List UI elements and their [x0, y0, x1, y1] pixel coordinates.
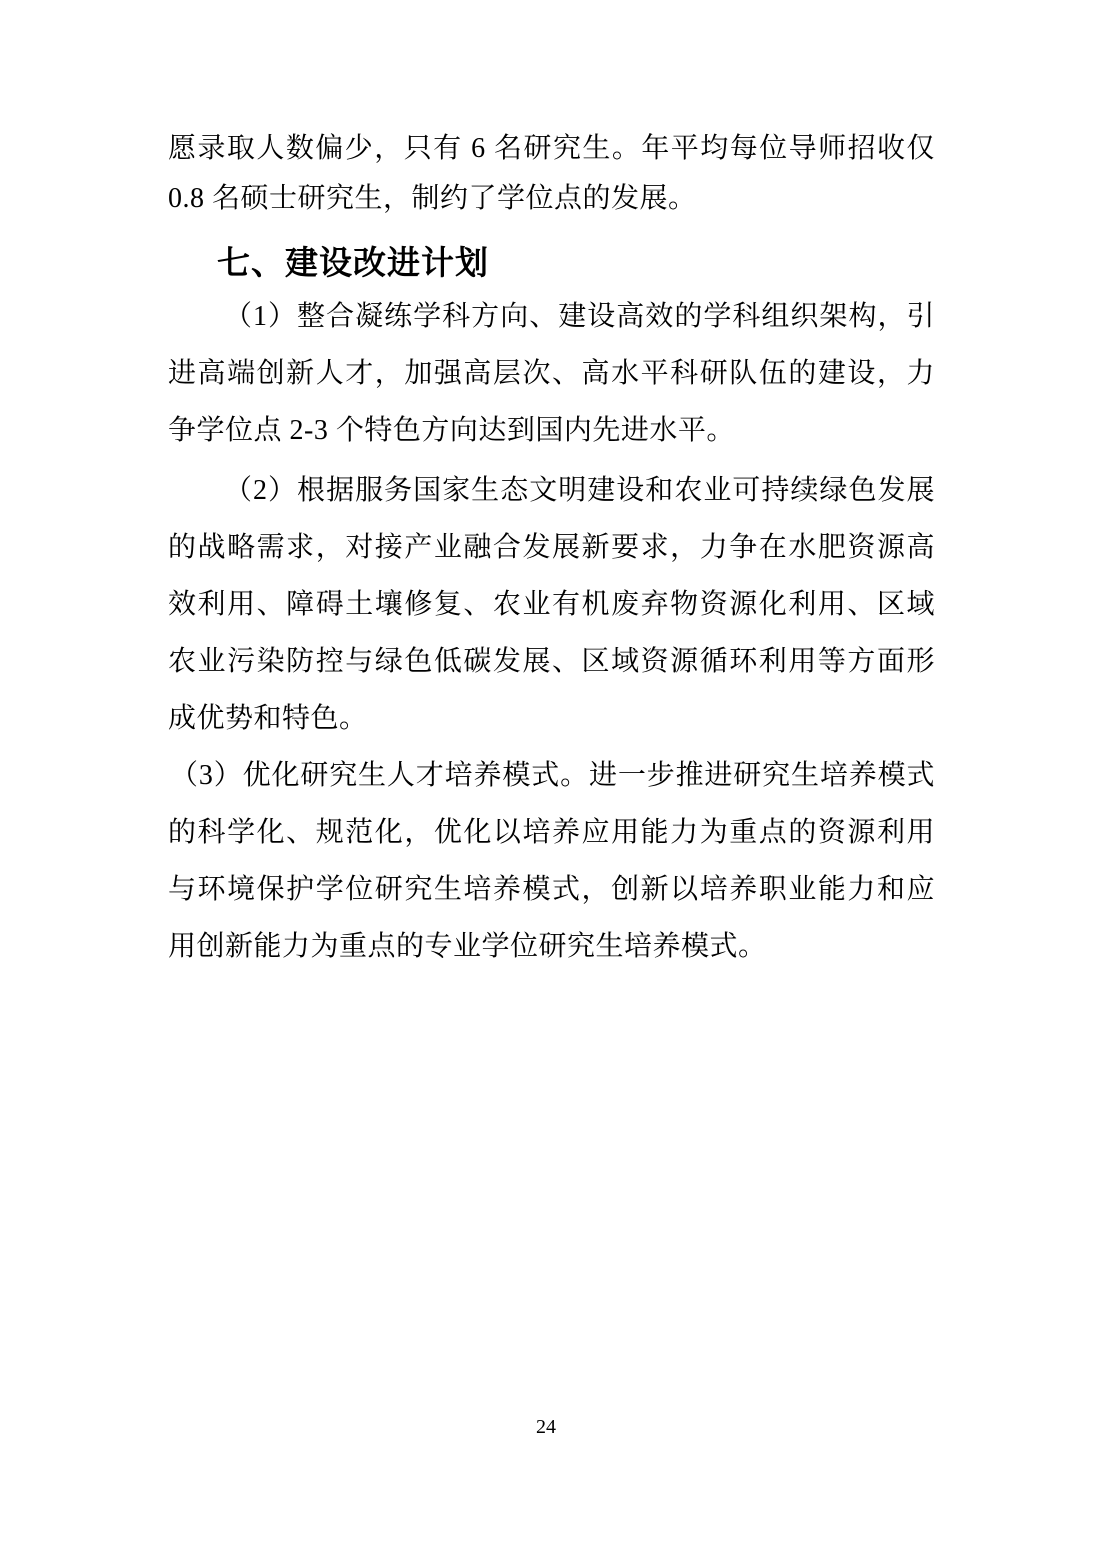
paragraph-item-1: （1）整合凝练学科方向、建设高效的学科组织架构，引进高端创新人才，加强高层次、高水平科研队伍的建设，力争学位点 2-3 个特色方向达到国内先进水平。: [168, 301, 935, 446]
paragraph-item-3: （3）优化研究生人才培养模式。进一步推进研究生培养模式的科学化、规范化，优化以培养应用能力为重点的资源利用与环境保护学位研究生培养模式，创新以培养职业能力和应用创新能力为重点的专业学位研究生培养模式。: [168, 760, 935, 962]
page-content: [168, 124, 935, 975]
paragraph-intro: 愿录取人数偏少，只有 6 名研究生。年平均每位导师招收仅 0.8 名硕士研究生，制约了学位点的发展。: [168, 133, 935, 214]
page-number: 24: [536, 1416, 556, 1438]
section-heading: 七、建设改进计划: [217, 244, 489, 281]
paragraph-item-2: （2）根据服务国家生态文明建设和农业可持续绿色发展的战略需求，对接产业融合发展新要求，力争在水肥资源高效利用、障碍土壤修复、农业有机废弃物资源化利用、区域农业污染防控与绿色低碳发展、区域资源循环利用等方面形成优势和特色。: [168, 475, 935, 734]
